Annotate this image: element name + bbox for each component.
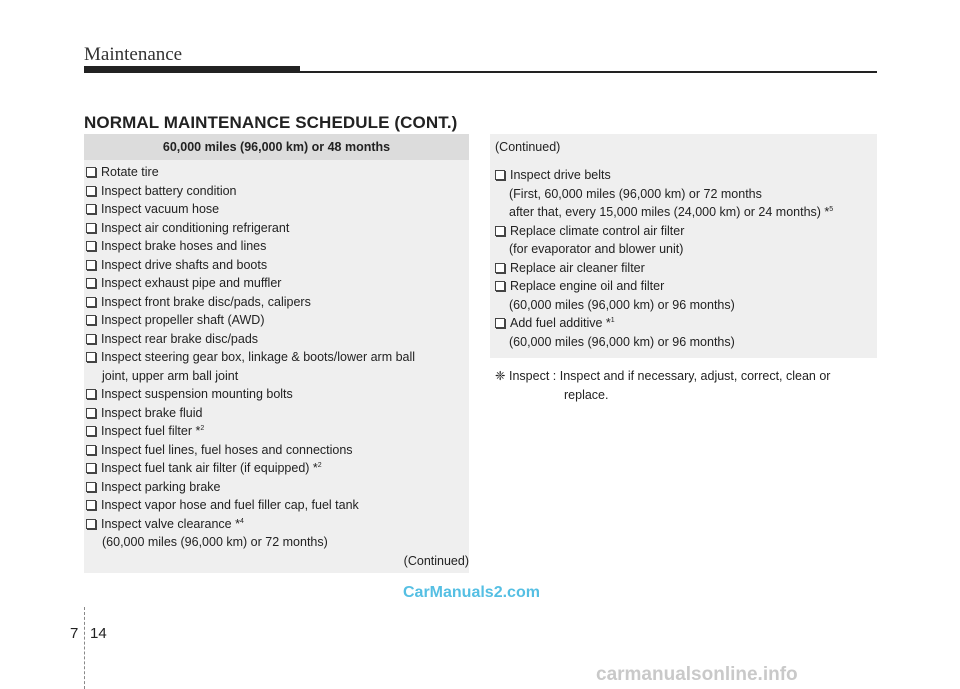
checkbox-icon [86,389,96,399]
footnote-marker: 2 [200,425,205,432]
right-item [495,261,645,276]
checkbox-icon [86,334,96,344]
right-item [509,242,683,257]
right-item [509,298,735,313]
footnote-marker: 2 [317,462,322,469]
left-item [86,350,415,365]
checkbox-icon [86,500,96,510]
left-item-text: Inspect battery condition [101,183,237,198]
checkbox-icon [495,281,505,291]
left-item-text: Inspect steering gear box, linkage & boots/lower arm ball [101,350,416,364]
left-item [86,165,159,180]
left-item [86,295,311,310]
interval-heading: 60,000 miles (96,000 km) or 48 months [84,134,469,160]
right-item-text: (60,000 miles (96,000 km) or 96 months) [509,334,735,349]
right-item-text: (for evaporator and blower unit) [509,242,684,256]
left-item-text: Inspect vacuum hose [101,202,220,216]
left-item-text: Inspect fuel filter * [101,424,201,438]
right-item-text: after that, every 15,000 miles (24,000 km) or 24 months) * [509,205,830,219]
left-item [102,535,328,550]
left-item [86,424,204,439]
left-item [86,443,353,458]
section-title: NORMAL MAINTENANCE SCHEDULE (CONT.) [84,113,458,132]
checkbox-icon [86,445,96,455]
checkbox-icon [86,519,96,529]
left-item-text: Inspect vapor hose and fuel filler cap, fuel tank [101,498,359,512]
left-item [86,332,258,347]
left-item-text: Inspect propeller shaft (AWD) [101,313,265,327]
right-item [509,205,833,220]
left-item-text: Rotate tire [101,165,159,179]
right-item [495,224,684,239]
checkbox-icon [86,223,96,233]
right-item-text: Add fuel additive * [510,316,611,330]
right-item-text: Inspect drive belts [510,168,611,182]
left-item-text: Inspect drive shafts and boots [101,257,268,272]
checkbox-icon [86,297,96,307]
note-symbol-icon: ❈ [495,369,506,383]
left-item-text: Inspect parking brake [101,479,221,494]
left-item [86,461,322,476]
page-number: 14 [90,625,107,642]
left-item [86,276,281,291]
left-item [86,498,359,513]
right-item-text: Replace climate control air filter [510,223,685,238]
section-number: 7 [70,625,79,642]
note-text: Inspect and if necessary, adjust, correct, clean or [559,369,831,383]
header-title: Maintenance [84,44,183,65]
checkbox-icon [495,263,505,273]
checkbox-icon [86,278,96,288]
left-item-text: (60,000 miles (96,000 km) or 72 months) [102,535,328,549]
right-item-text: Replace air cleaner filter [510,260,645,275]
header-rule-accent [84,66,300,73]
left-item [86,239,266,254]
left-item [86,313,264,328]
left-item-text: Inspect valve clearance * [101,516,240,531]
left-item [86,221,289,236]
continued-label-left: (Continued) [403,554,469,568]
checkbox-icon [86,426,96,436]
checkbox-icon [86,408,96,418]
right-item-text: (First, 60,000 miles (96,000 km) or 72 months [509,186,762,201]
checkbox-icon [86,352,96,362]
checkbox-icon [495,226,505,236]
checkbox-icon [86,204,96,214]
left-item-text: Inspect front brake disc/pads, calipers [101,294,311,309]
left-item [86,406,202,421]
left-item-text: joint, upper arm ball joint [102,368,239,383]
checkbox-icon [495,170,505,180]
footer-divider [84,607,86,689]
watermark: CarManuals2.com [403,584,540,601]
checkbox-icon [495,318,505,328]
left-item-text: Inspect suspension mounting bolts [101,387,293,401]
left-item-text: Inspect exhaust pipe and muffler [101,276,282,290]
left-item-text: Inspect brake hoses and lines [101,239,267,253]
left-item [102,369,238,384]
footnote-marker: 1 [610,317,615,324]
left-item [86,387,293,402]
checkbox-icon [86,315,96,325]
left-item-text: Inspect fuel tank air filter (if equipped) * [101,461,318,475]
footnote-marker: 4 [239,517,244,525]
left-item [86,184,237,199]
footer-url: carmanualsonline.info [596,664,798,685]
note-label: Inspect : [509,369,557,383]
checkbox-icon [86,482,96,492]
left-item [86,480,221,495]
checkbox-icon [86,463,96,473]
checkbox-icon [86,260,96,270]
footnote-marker: 5 [829,206,834,213]
right-item [509,335,735,350]
note-text-2: replace. [564,388,609,402]
right-item [495,279,664,294]
left-item-text: Inspect air conditioning refrigerant [101,220,290,235]
checkbox-icon [86,167,96,177]
left-item [86,202,219,217]
left-item-text: Inspect rear brake disc/pads [101,331,259,346]
right-item-text: (60,000 miles (96,000 km) or 96 months) [509,297,735,312]
right-item-text: Replace engine oil and filter [510,279,665,293]
left-item [86,517,244,532]
right-item [495,168,611,183]
right-item [509,187,762,202]
left-item-text: Inspect fuel lines, fuel hoses and connections [101,442,353,457]
left-item [86,258,267,273]
continued-label-right: (Continued) [495,140,561,154]
left-item-text: Inspect brake fluid [101,405,203,420]
checkbox-icon [86,241,96,251]
inspect-note [495,367,877,405]
checkbox-icon [86,186,96,196]
right-item [495,316,615,331]
